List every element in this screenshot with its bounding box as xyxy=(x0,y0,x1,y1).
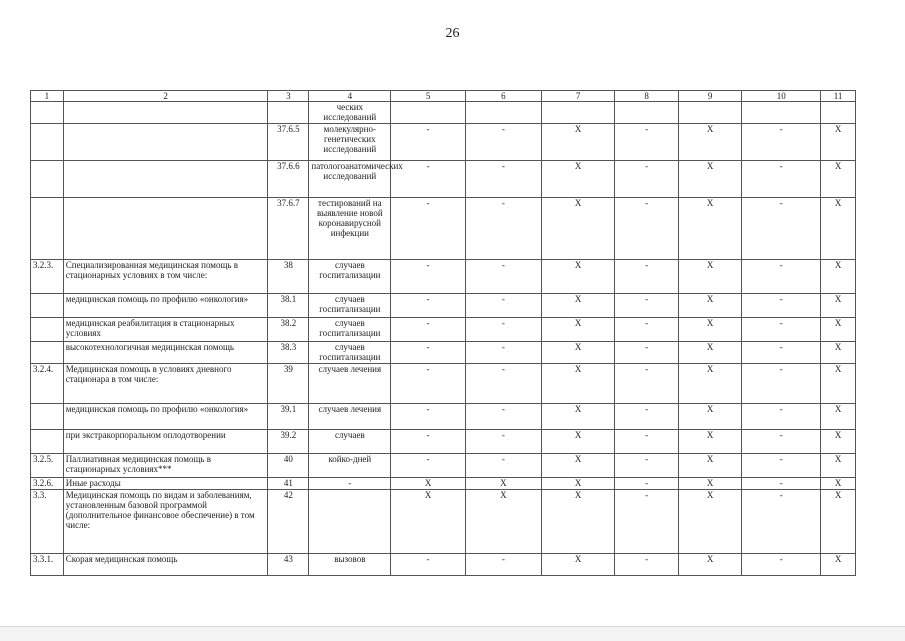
row-value-cell: - xyxy=(465,342,541,364)
row-value-cell: X xyxy=(821,404,856,430)
row-value-cell: - xyxy=(465,364,541,404)
column-header: 5 xyxy=(391,91,466,102)
row-value-cell: X xyxy=(465,478,541,490)
row-unit: койко-дней xyxy=(309,454,391,478)
row-name: медицинская реабилитация в стационарных условиях xyxy=(63,318,268,342)
row-value-cell xyxy=(821,102,856,124)
column-header: 6 xyxy=(465,91,541,102)
row-value-cell: - xyxy=(615,318,678,342)
row-value-cell: X xyxy=(678,454,741,478)
row-value-cell: X xyxy=(541,404,615,430)
row-unit: случаев лечения xyxy=(309,364,391,404)
row-unit: вызовов xyxy=(309,554,391,576)
row-name: Иные расходы xyxy=(63,478,268,490)
column-header: 2 xyxy=(63,91,268,102)
row-value-cell xyxy=(391,102,466,124)
row-value-cell: - xyxy=(615,198,678,260)
row-value-cell: - xyxy=(391,198,466,260)
row-name: Медицинская помощь в условиях дневного стационара в том числе: xyxy=(63,364,268,404)
row-number xyxy=(31,318,64,342)
table-row xyxy=(31,478,856,490)
row-value-cell: - xyxy=(742,294,821,318)
row-unit: ческих исследований xyxy=(309,102,391,124)
row-number: 3.2.4. xyxy=(31,364,64,404)
row-code: 38.1 xyxy=(268,294,309,318)
row-name: Скорая медицинская помощь xyxy=(63,554,268,576)
table-row xyxy=(31,294,856,318)
table-row xyxy=(31,454,856,478)
row-value-cell: - xyxy=(391,454,466,478)
row-value-cell: X xyxy=(678,198,741,260)
table-row xyxy=(31,161,856,198)
row-value-cell: - xyxy=(465,454,541,478)
row-value-cell: X xyxy=(541,430,615,454)
row-unit: молекулярно-генетических исследований xyxy=(309,124,391,161)
row-value-cell: - xyxy=(465,404,541,430)
row-value-cell: X xyxy=(678,404,741,430)
row-value-cell: - xyxy=(615,404,678,430)
row-value-cell: - xyxy=(465,124,541,161)
row-value-cell: X xyxy=(821,490,856,554)
row-value-cell: - xyxy=(615,554,678,576)
row-value-cell xyxy=(541,102,615,124)
row-value-cell: - xyxy=(615,364,678,404)
table-row xyxy=(31,124,856,161)
column-header: 4 xyxy=(309,91,391,102)
row-value-cell: - xyxy=(742,260,821,294)
row-value-cell: X xyxy=(541,318,615,342)
data-table xyxy=(30,90,856,576)
table-row xyxy=(31,404,856,430)
row-unit: тестирований на выявление новой коронавирусной инфекции xyxy=(309,198,391,260)
row-value-cell: X xyxy=(391,490,466,554)
column-header: 1 xyxy=(31,91,64,102)
table-row xyxy=(31,364,856,404)
row-value-cell: X xyxy=(541,260,615,294)
row-name: высокотехнологичная медицинская помощь xyxy=(63,342,268,364)
row-code: 37.6.6 xyxy=(268,161,309,198)
row-name: при экстракорпоральном оплодотворении xyxy=(63,430,268,454)
row-unit: случаев госпитализации xyxy=(309,260,391,294)
row-value-cell: X xyxy=(541,294,615,318)
row-value-cell: - xyxy=(465,294,541,318)
row-value-cell: - xyxy=(742,198,821,260)
row-value-cell: - xyxy=(615,490,678,554)
row-name: Медицинская помощь по видам и заболеваниям, установленным базовой программой (дополнительное финансовое обеспечение) в том числе: xyxy=(63,490,268,554)
row-value-cell: - xyxy=(391,318,466,342)
column-header: 3 xyxy=(268,91,309,102)
row-number: 3.2.5. xyxy=(31,454,64,478)
row-number xyxy=(31,404,64,430)
row-name xyxy=(63,198,268,260)
column-header: 7 xyxy=(541,91,615,102)
row-number xyxy=(31,102,64,124)
scan-bottom-strip xyxy=(0,626,905,641)
row-value-cell: X xyxy=(541,342,615,364)
row-value-cell: - xyxy=(742,478,821,490)
row-value-cell: X xyxy=(541,554,615,576)
row-value-cell: - xyxy=(742,124,821,161)
row-code: 40 xyxy=(268,454,309,478)
row-value-cell: - xyxy=(742,404,821,430)
row-value-cell: X xyxy=(678,478,741,490)
row-value-cell: - xyxy=(391,342,466,364)
table-row xyxy=(31,490,856,554)
row-value-cell: X xyxy=(678,318,741,342)
row-value-cell: - xyxy=(391,554,466,576)
row-value-cell: - xyxy=(615,454,678,478)
column-header: 10 xyxy=(742,91,821,102)
row-value-cell: X xyxy=(678,430,741,454)
row-name xyxy=(63,161,268,198)
row-number: 3.2.3. xyxy=(31,260,64,294)
row-unit: патологоанатомических исследований xyxy=(309,161,391,198)
row-value-cell: X xyxy=(541,478,615,490)
row-value-cell: X xyxy=(391,478,466,490)
row-value-cell: - xyxy=(391,161,466,198)
column-header: 11 xyxy=(821,91,856,102)
row-value-cell: X xyxy=(821,260,856,294)
row-value-cell: X xyxy=(821,454,856,478)
row-value-cell: X xyxy=(821,342,856,364)
row-value-cell: - xyxy=(615,260,678,294)
row-value-cell xyxy=(615,102,678,124)
row-value-cell: X xyxy=(678,260,741,294)
row-value-cell: X xyxy=(821,318,856,342)
row-value-cell: - xyxy=(465,430,541,454)
row-value-cell: X xyxy=(541,198,615,260)
row-value-cell: X xyxy=(678,554,741,576)
row-value-cell: - xyxy=(742,554,821,576)
row-value-cell: - xyxy=(615,430,678,454)
row-value-cell: X xyxy=(541,490,615,554)
row-value-cell: - xyxy=(742,161,821,198)
table-row xyxy=(31,102,856,124)
row-value-cell: X xyxy=(821,124,856,161)
row-value-cell: X xyxy=(541,364,615,404)
row-code: 43 xyxy=(268,554,309,576)
row-name xyxy=(63,102,268,124)
row-number xyxy=(31,342,64,364)
row-value-cell: - xyxy=(391,430,466,454)
page-number: 26 xyxy=(445,26,460,41)
row-value-cell: - xyxy=(742,364,821,404)
row-number xyxy=(31,294,64,318)
row-unit: случаев лечения xyxy=(309,404,391,430)
row-code: 37.6.7 xyxy=(268,198,309,260)
row-value-cell: X xyxy=(821,478,856,490)
row-value-cell: X xyxy=(821,198,856,260)
row-code: 41 xyxy=(268,478,309,490)
row-name: медицинская помощь по профилю «онкология» xyxy=(63,294,268,318)
row-value-cell: X xyxy=(678,294,741,318)
row-value-cell: - xyxy=(391,294,466,318)
row-number xyxy=(31,198,64,260)
row-value-cell: - xyxy=(465,161,541,198)
row-unit: - xyxy=(309,478,391,490)
row-value-cell: X xyxy=(541,161,615,198)
row-name: Специализированная медицинская помощь в стационарных условиях в том числе: xyxy=(63,260,268,294)
row-value-cell: - xyxy=(615,478,678,490)
row-value-cell: X xyxy=(821,294,856,318)
row-value-cell: - xyxy=(615,161,678,198)
row-value-cell: X xyxy=(678,364,741,404)
row-unit xyxy=(309,490,391,554)
row-code: 39.2 xyxy=(268,430,309,454)
row-value-cell: - xyxy=(742,342,821,364)
row-value-cell: - xyxy=(391,364,466,404)
row-code: 39 xyxy=(268,364,309,404)
row-code: 42 xyxy=(268,490,309,554)
row-value-cell: X xyxy=(678,161,741,198)
row-value-cell: - xyxy=(391,260,466,294)
table-row xyxy=(31,260,856,294)
table-row xyxy=(31,554,856,576)
table-row xyxy=(31,198,856,260)
row-name: медицинская помощь по профилю «онкология» xyxy=(63,404,268,430)
row-value-cell: - xyxy=(742,454,821,478)
row-value-cell: X xyxy=(821,430,856,454)
row-value-cell: - xyxy=(465,318,541,342)
row-code: 38 xyxy=(268,260,309,294)
row-value-cell: X xyxy=(821,364,856,404)
row-value-cell: - xyxy=(615,124,678,161)
column-header: 8 xyxy=(615,91,678,102)
row-value-cell: X xyxy=(465,490,541,554)
row-number: 3.3. xyxy=(31,490,64,554)
row-value-cell: X xyxy=(541,124,615,161)
row-value-cell: - xyxy=(742,318,821,342)
row-value-cell: - xyxy=(742,490,821,554)
row-name xyxy=(63,124,268,161)
row-code: 37.6.5 xyxy=(268,124,309,161)
row-value-cell: - xyxy=(391,124,466,161)
row-name: Паллиативная медицинская помощь в стационарных условиях*** xyxy=(63,454,268,478)
row-unit: случаев госпитализации xyxy=(309,318,391,342)
row-code: 39.1 xyxy=(268,404,309,430)
row-value-cell: X xyxy=(678,124,741,161)
row-value-cell: - xyxy=(615,294,678,318)
table-header-row xyxy=(31,91,856,102)
row-code xyxy=(268,102,309,124)
row-value-cell: - xyxy=(465,260,541,294)
table-row xyxy=(31,318,856,342)
column-header: 9 xyxy=(678,91,741,102)
row-unit: случаев госпитализации xyxy=(309,294,391,318)
row-value-cell xyxy=(742,102,821,124)
table-row xyxy=(31,342,856,364)
table-row xyxy=(31,430,856,454)
row-value-cell: X xyxy=(821,161,856,198)
row-unit: случаев госпитализации xyxy=(309,342,391,364)
row-value-cell xyxy=(465,102,541,124)
row-value-cell: X xyxy=(678,342,741,364)
row-value-cell: - xyxy=(391,404,466,430)
row-code: 38.3 xyxy=(268,342,309,364)
row-number xyxy=(31,124,64,161)
row-value-cell xyxy=(678,102,741,124)
row-number xyxy=(31,430,64,454)
row-number: 3.3.1. xyxy=(31,554,64,576)
row-value-cell: X xyxy=(541,454,615,478)
row-value-cell: X xyxy=(678,490,741,554)
row-unit: случаев xyxy=(309,430,391,454)
row-value-cell: - xyxy=(465,198,541,260)
row-code: 38.2 xyxy=(268,318,309,342)
row-number xyxy=(31,161,64,198)
row-value-cell: - xyxy=(465,554,541,576)
row-value-cell: - xyxy=(742,430,821,454)
row-value-cell: X xyxy=(821,554,856,576)
row-value-cell: - xyxy=(615,342,678,364)
row-number: 3.2.6. xyxy=(31,478,64,490)
